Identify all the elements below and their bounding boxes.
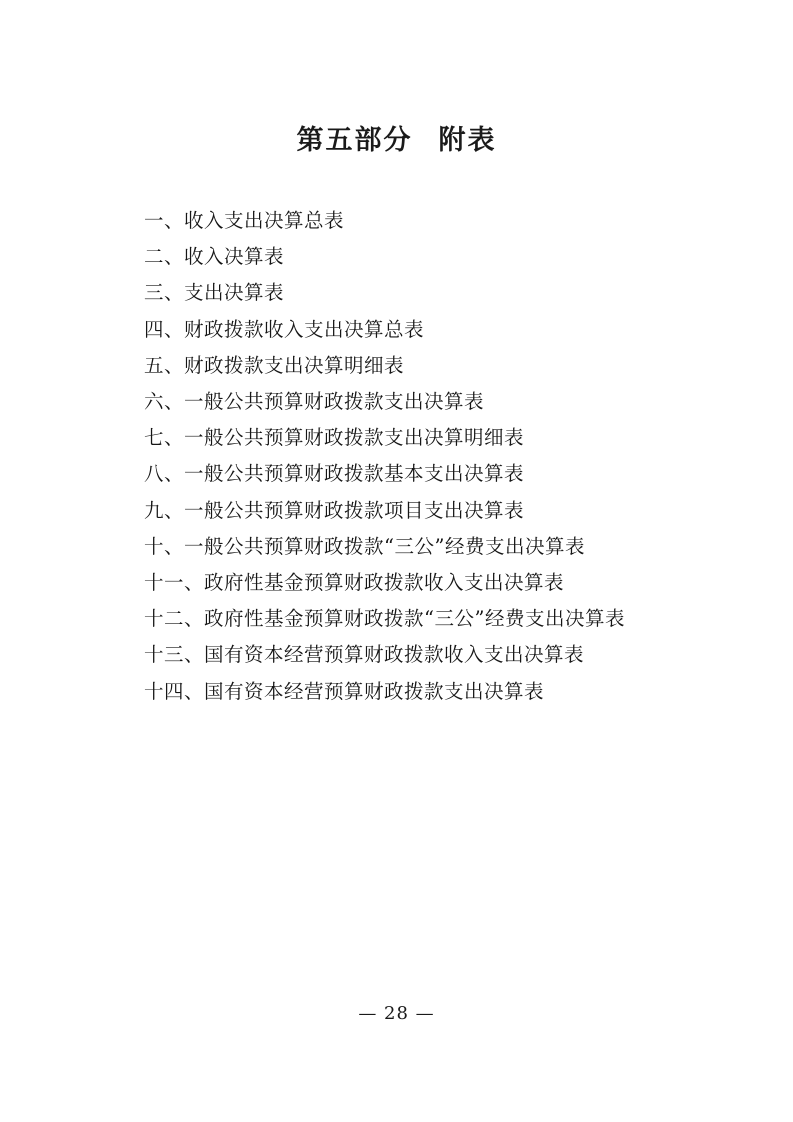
list-item: 八、一般公共预算财政拨款基本支出决算表 xyxy=(144,462,525,486)
list-item: 十二、政府性基金预算财政拨款“三公”经费支出决算表 xyxy=(144,607,625,631)
page-title-part: 第五部分 xyxy=(296,125,413,156)
table-of-contents xyxy=(144,203,744,710)
list-item: 十一、政府性基金预算财政拨款收入支出决算表 xyxy=(144,571,565,595)
list-item: 十四、国有资本经营预算财政拨款支出决算表 xyxy=(144,679,545,703)
list-item: 九、一般公共预算财政拨款项目支出决算表 xyxy=(144,498,525,522)
list-item: 六、一般公共预算财政拨款支出决算表 xyxy=(144,390,485,414)
list-item: 二、收入决算表 xyxy=(144,245,285,269)
page-number: — 28 — xyxy=(358,1003,435,1024)
list-item: 十、一般公共预算财政拨款“三公”经费支出决算表 xyxy=(144,534,585,558)
page-title xyxy=(0,118,793,157)
page-title-subpart: 附表 xyxy=(438,125,497,156)
list-item: 十三、国有资本经营预算财政拨款收入支出决算表 xyxy=(144,643,585,667)
list-item: 四、财政拨款收入支出决算总表 xyxy=(144,317,425,341)
list-item: 一、收入支出决算总表 xyxy=(144,209,345,232)
list-item: 七、一般公共预算财政拨款支出决算明细表 xyxy=(144,426,525,450)
list-item: 三、支出决算表 xyxy=(144,281,285,305)
list-item: 五、财政拨款支出决算明细表 xyxy=(144,353,405,377)
